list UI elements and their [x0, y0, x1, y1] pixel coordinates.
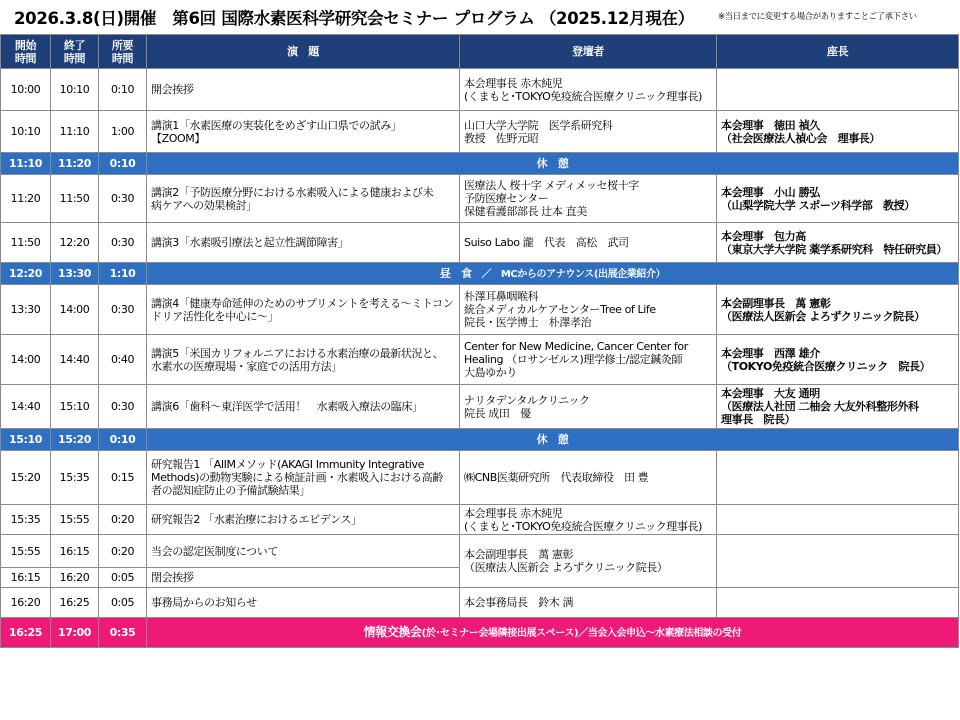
- text-line: 病ケアへの効果検討」: [151, 198, 257, 212]
- text-line: 本会理事長 赤木純児: [464, 506, 563, 520]
- time-dur: 0:30: [99, 285, 147, 335]
- col-header-chair: 座長: [717, 35, 959, 69]
- time-end: 15:35: [51, 451, 99, 505]
- time-end: 11:50: [51, 175, 99, 223]
- break-row: [1, 263, 959, 285]
- speaker-cell: [460, 285, 717, 335]
- time-end: 15:55: [51, 505, 99, 535]
- time-end: 17:00: [51, 618, 99, 648]
- text-line: 本会副理事長 萬 憲彰: [464, 548, 574, 561]
- topic-cell: [147, 175, 460, 223]
- time-dur: 0:10: [99, 429, 147, 451]
- speaker-cell: [460, 111, 717, 153]
- time-start: 16:25: [1, 618, 51, 648]
- text-line: 教授 佐野元昭: [464, 131, 539, 145]
- time-dur: 0:30: [99, 223, 147, 263]
- text-line: 本会理事 徳田 禎久: [721, 118, 820, 132]
- break-title: 情報交換会: [363, 624, 422, 639]
- text-line: 講演6「歯科～東洋医学で活用！ 水素吸入療法の臨床」: [151, 400, 423, 413]
- networking-row: [1, 618, 959, 648]
- time-start: 15:35: [1, 505, 51, 535]
- text-line: ㈱CNB医薬研究所 代表取締役 田 豊: [464, 471, 649, 484]
- time-start: 14:00: [1, 335, 51, 385]
- reception-note: ／当会入会申込～水素療法相談の受付: [578, 627, 742, 639]
- text-line: 講演3「水素吸引療法と起立性調節障害」: [151, 236, 349, 249]
- text-line: （社会医療法人禎心会 理事長）: [721, 131, 880, 145]
- text-line: 本会理事 小山 勝弘: [721, 185, 820, 199]
- text-line: 本会理事 包力高: [721, 229, 806, 243]
- time-end: 15:10: [51, 385, 99, 429]
- time-dur: 1:10: [99, 263, 147, 285]
- text-line: 朴澤耳鼻咽喉科: [464, 290, 539, 303]
- program-row: [1, 175, 959, 223]
- col-header-speaker: 登壇者: [460, 35, 717, 69]
- text-line: 講演4「健康寿命延伸のためのサプリメントを考える～ミトコン: [151, 296, 454, 310]
- topic-cell: [147, 568, 460, 588]
- time-end: 11:20: [51, 153, 99, 175]
- chair-cell: [717, 285, 959, 335]
- text-line: 院長 成田 優: [464, 406, 531, 420]
- time-start: 11:50: [1, 223, 51, 263]
- text-line: 統合メディカルケアセンターTree of Life: [464, 303, 656, 316]
- text-line: ナリタデンタルクリニック: [464, 393, 590, 407]
- time-dur: 0:10: [99, 69, 147, 111]
- text-line: 理事長 院長）: [721, 413, 796, 426]
- topic-cell: [147, 535, 460, 568]
- time-dur: 0:40: [99, 335, 147, 385]
- time-end: 16:25: [51, 588, 99, 618]
- time-start: 14:40: [1, 385, 51, 429]
- text-line: Healing （ロサンゼルス)理学修士/認定鍼灸師: [464, 353, 683, 366]
- time-end: 14:00: [51, 285, 99, 335]
- time-start: 11:10: [1, 153, 51, 175]
- program-row: [1, 505, 959, 535]
- chair-cell: [717, 505, 959, 535]
- break-subtitle: ／ MCからのアナウンス(出展企業紹介）: [481, 268, 666, 280]
- text-line: 開会挨拶: [151, 83, 194, 96]
- text-line: Suiso Labo 瀧 代表 高松 武司: [464, 236, 629, 249]
- chair-cell: [717, 175, 959, 223]
- page-title: 2026.3.8(日)開催 第6回 国際水素医科学研究会セミナー プログラム （2025.12月現在）: [14, 9, 694, 28]
- time-start: 13:30: [1, 285, 51, 335]
- time-dur: 0:05: [99, 588, 147, 618]
- text-line: （TOKYO免疫統合医療クリニック 院長）: [721, 359, 931, 373]
- topic-cell: [147, 69, 460, 111]
- text-line: （医療法人医新会 よろずクリニック院長）: [721, 309, 925, 323]
- time-start: 15:10: [1, 429, 51, 451]
- text-line: 講演1「水素医療の実装化をめざす山口県での試み」: [151, 118, 402, 132]
- text-line: (くまもと･TOKYO免疫統合医療クリニック理事長): [464, 519, 702, 533]
- text-line: 本会理事 西澤 雄介: [721, 346, 820, 360]
- break-row: [1, 153, 959, 175]
- time-start: 10:00: [1, 69, 51, 111]
- time-start: 12:20: [1, 263, 51, 285]
- chair-cell: [717, 111, 959, 153]
- time-end: 11:10: [51, 111, 99, 153]
- topic-cell: [147, 223, 460, 263]
- text-line: （東京大学大学院 薬学系研究科 特任研究員）: [721, 242, 948, 256]
- topic-cell: [147, 588, 460, 618]
- text-line: （山梨学院大学 スポーツ科学部 教授）: [721, 198, 915, 212]
- break-label: [147, 618, 959, 648]
- program-row: [1, 335, 959, 385]
- program-row: [1, 535, 959, 568]
- text-line: 事務局からのお知らせ: [151, 596, 257, 609]
- text-line: 水素水の医療現場・家庭での活用方法」: [151, 359, 342, 373]
- col-header-end: 終了 時間: [51, 35, 99, 69]
- text-line: 閉会挨拶: [151, 571, 194, 584]
- speaker-cell: [460, 69, 717, 111]
- text-line: Methods)の動物実験による検証計画・水素吸入における高齢: [151, 471, 443, 484]
- text-line: Center for New Medicine, Cancer Center for: [464, 340, 688, 353]
- speaker-cell: [460, 175, 717, 223]
- text-line: 山口大学大学院 医学系研究科: [464, 118, 613, 132]
- text-line: 研究報告2 「水素治療におけるエビデンス」: [151, 513, 362, 526]
- topic-cell: [147, 505, 460, 535]
- time-dur: 0:10: [99, 153, 147, 175]
- break-row: [1, 429, 959, 451]
- title-bar: [0, 0, 960, 34]
- text-line: 講演5「米国カリフォルニアにおける水素治療の最新状況と、: [151, 346, 444, 360]
- break-label: [147, 429, 959, 451]
- text-line: ドリア活性化を中心に～」: [151, 309, 279, 323]
- text-line: 講演2「予防医療分野における水素吸入による健康および未: [151, 185, 434, 199]
- text-line: 本会副理事長 萬 憲彰: [721, 296, 831, 310]
- speaker-cell: [460, 385, 717, 429]
- time-dur: 1:00: [99, 111, 147, 153]
- time-start: 11:20: [1, 175, 51, 223]
- time-end: 16:15: [51, 535, 99, 568]
- venue-note: (於･セミナー会場隣接出展スペース): [421, 627, 579, 639]
- text-line: 大島ゆかり: [464, 366, 517, 379]
- col-header-start: 開始 時間: [1, 35, 51, 69]
- time-dur: 0:20: [99, 505, 147, 535]
- program-row: [1, 385, 959, 429]
- program-row: [1, 111, 959, 153]
- chair-cell: [717, 335, 959, 385]
- time-end: 10:10: [51, 69, 99, 111]
- time-end: 13:30: [51, 263, 99, 285]
- program-row: [1, 588, 959, 618]
- time-dur: 0:05: [99, 568, 147, 588]
- time-dur: 0:30: [99, 175, 147, 223]
- time-end: 16:20: [51, 568, 99, 588]
- time-dur: 0:20: [99, 535, 147, 568]
- text-line: 当会の認定医制度について: [151, 544, 278, 558]
- program-table: [0, 34, 959, 648]
- chair-cell: [717, 385, 959, 429]
- break-label: [147, 153, 959, 175]
- topic-cell: [147, 385, 460, 429]
- text-line: 研究報告1 「AIIMメソッド(AKAGI Immunity Integrative: [151, 458, 424, 471]
- time-start: 16:15: [1, 568, 51, 588]
- speaker-cell: [460, 451, 717, 505]
- text-line: （医療法人医新会 よろずクリニック院長）: [464, 561, 668, 574]
- text-line: 予防医療センター: [464, 192, 549, 205]
- text-line: 本会理事長 赤木純児: [464, 76, 563, 90]
- chair-cell: [717, 588, 959, 618]
- break-title: 休 憩: [536, 433, 569, 446]
- topic-cell: [147, 451, 460, 505]
- chair-cell: [717, 223, 959, 263]
- chair-cell: [717, 451, 959, 505]
- text-line: 本会理事 大友 通明: [721, 387, 820, 400]
- chair-cell: [717, 69, 959, 111]
- speaker-cell: [460, 335, 717, 385]
- col-header-topic: 演 題: [147, 35, 460, 69]
- time-dur: 0:30: [99, 385, 147, 429]
- table-header-row: [1, 35, 959, 69]
- text-line: 医療法人 桜十字 メディメッセ桜十字: [464, 179, 639, 192]
- topic-cell: [147, 285, 460, 335]
- text-line: 院長・医学博士 朴澤孝治: [464, 316, 592, 329]
- speaker-cell: [460, 505, 717, 535]
- text-line: 者の認知症防止の予備試験結果」: [151, 484, 310, 497]
- time-end: 15:20: [51, 429, 99, 451]
- time-start: 15:20: [1, 451, 51, 505]
- topic-cell: [147, 335, 460, 385]
- text-line: 本会事務局長 鈴木 满: [464, 596, 574, 609]
- break-title: 休 憩: [536, 157, 569, 170]
- time-dur: 0:15: [99, 451, 147, 505]
- chair-cell: [717, 535, 959, 588]
- time-start: 15:55: [1, 535, 51, 568]
- program-row: [1, 223, 959, 263]
- time-end: 12:20: [51, 223, 99, 263]
- time-start: 10:10: [1, 111, 51, 153]
- topic-cell: [147, 111, 460, 153]
- time-start: 16:20: [1, 588, 51, 618]
- text-line: （医療法人社団 二柚会 大友外科整形外科: [721, 400, 919, 413]
- speaker-cell: [460, 223, 717, 263]
- text-line: 【ZOOM】: [151, 131, 205, 145]
- program-row: [1, 285, 959, 335]
- program-row: [1, 69, 959, 111]
- time-dur: 0:35: [99, 618, 147, 648]
- program-row: [1, 451, 959, 505]
- break-label: [147, 263, 959, 285]
- break-title: 昼 食: [439, 266, 472, 280]
- time-end: 14:40: [51, 335, 99, 385]
- col-header-duration: 所要 時間: [99, 35, 147, 69]
- text-line: 保健看護部部長 辻本 直美: [464, 205, 587, 218]
- change-notice: ※当日までに変更する場合がありますことご了承下さい: [718, 12, 917, 22]
- text-line: (くまもと･TOKYO免疫統合医療クリニック理事長): [464, 89, 702, 103]
- speaker-cell: [460, 588, 717, 618]
- speaker-cell: [460, 535, 717, 588]
